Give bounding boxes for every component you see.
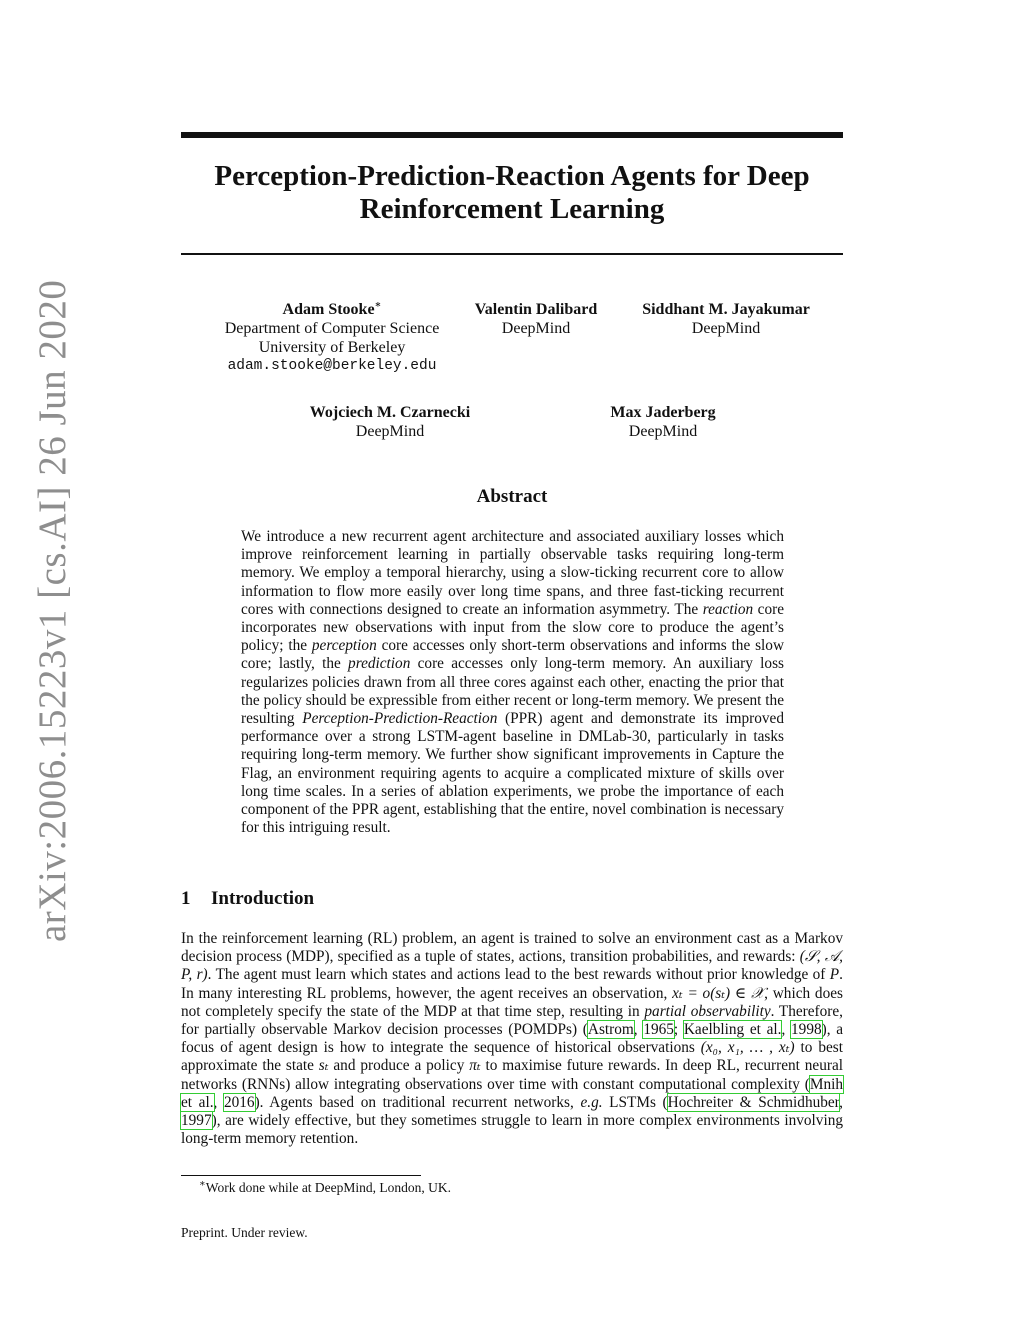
math-expression: xₜ = o(sₜ) ∈ 𝒳 <box>672 984 765 1002</box>
abstract-heading: Abstract <box>476 486 548 507</box>
citation-link[interactable]: Kaelbling et al. <box>683 1021 782 1039</box>
title-rule-bottom <box>181 253 843 255</box>
intro-text-segment: LSTMs ( <box>602 1093 668 1111</box>
arxiv-stamp: arXiv:2006.15223v1 [cs.AI] 26 Jun 2020 <box>31 279 74 942</box>
citation-link[interactable]: Hochreiter & Schmidhuber <box>667 1093 840 1111</box>
footnote-mark: ∗ <box>199 1178 206 1190</box>
author-footnote-mark: ∗ <box>374 299 382 311</box>
author-block <box>626 300 826 338</box>
math-expression: (𝒮, 𝒜, P, r) <box>181 948 843 984</box>
footnote-text: Work done while at DeepMind, London, UK. <box>205 1180 452 1195</box>
section-heading-introduction <box>181 888 843 910</box>
intro-text-segment: In the reinforcement learning (RL) problem, an agent is trained to solve an environment cast as a Markov decision process (MDP), specified as a tuple of states, actions, transition probabilities, and rewards: <box>181 930 843 966</box>
math-expression: (x₀, x₁, … , xₜ) <box>700 1039 795 1057</box>
author-name: Wojciech M. Czarnecki <box>309 404 471 421</box>
intro-text-segment: ), are widely effective, but they sometimes struggle to learn in more complex environments involving long-term memory retention. <box>181 1112 843 1148</box>
intro-text-segment: , <box>213 1093 224 1111</box>
intro-text-segment: ). Agents based on traditional recurrent networks, <box>254 1093 581 1111</box>
intro-text-segment: , <box>633 1021 644 1039</box>
footnote-rule <box>181 1175 421 1176</box>
abstract-text-segment: core accesses only long-term memory. An auxiliary loss regularizes policies drawn from all three cores against each other, enacting the prior that the policy should be expressible from either recent or long-term memory. We present the resulting <box>241 655 784 728</box>
intro-text-segment: to maximise future rewards. In deep RL, recurrent neural networks (RNNs) allow integrating observations over time with constant computational complexity ( <box>181 1057 844 1093</box>
citation-link[interactable]: 1997 <box>181 1112 212 1130</box>
footnote <box>199 1180 451 1196</box>
author-name: Valentin Dalibard <box>474 301 598 318</box>
abstract-body <box>241 528 784 837</box>
author-affiliation: DeepMind <box>355 423 425 440</box>
intro-text-segment: , which does not completely specify the state of the MDP at that time step, resulting in <box>181 984 843 1020</box>
author-block <box>583 403 743 441</box>
author-block <box>206 300 458 376</box>
intro-text-segment: ), a focus of agent design is how to integrate the sequence of historical observations <box>181 1021 844 1057</box>
citation-link[interactable]: Astrom <box>587 1021 634 1039</box>
abstract-text-segment: core accesses only short-term observations and informs the slow core; lastly, the <box>241 637 784 673</box>
abstract-emphasis: Perception-Prediction-Reaction <box>302 710 498 728</box>
author-affiliation: DeepMind <box>501 320 571 337</box>
author-department: Department of Computer Science <box>224 320 440 337</box>
author-name: Max Jaderberg <box>610 404 716 421</box>
abstract-emphasis: perception <box>311 637 377 655</box>
citation-link[interactable]: 2016 <box>223 1093 255 1111</box>
intro-emphasis: e.g. <box>580 1093 603 1111</box>
intro-text-segment: ; <box>673 1021 684 1039</box>
intro-emphasis: partial observability <box>644 1002 771 1020</box>
title-rule-top <box>181 132 843 138</box>
author-block <box>290 403 490 441</box>
preprint-note: Preprint. Under review. <box>181 1225 308 1240</box>
author-block <box>461 300 611 338</box>
abstract-emphasis: prediction <box>348 655 411 673</box>
math-expression: sₜ <box>318 1057 329 1075</box>
author-affiliation: DeepMind <box>691 320 761 337</box>
citation-link[interactable]: Mnih et al. <box>181 1075 843 1111</box>
math-expression: P <box>829 966 840 984</box>
abstract-text-segment: core incorporates new observations with input from the slow core to produce the agent’s policy; the <box>241 600 784 655</box>
math-expression: πₜ <box>469 1057 481 1075</box>
intro-text-segment: , <box>781 1021 792 1039</box>
intro-text-segment: . The agent must learn which states and actions lead to the best rewards without prior knowledge of <box>207 966 830 984</box>
author-name: Adam Stooke <box>282 301 375 318</box>
citation-link[interactable]: 1965 <box>643 1021 674 1039</box>
intro-text-segment: , <box>839 1093 843 1111</box>
abstract-text-segment: (PPR) agent and demonstrate its improved performance over a strong LSTM-agent baseline in DMLab-30, particularly in tasks requiring long-term memory. We further show significant improvements in Capture the Flag, an environment requiring agents to acquire a complicated mixture of skills over long time scales. In a series of ablation experiments, we probe the importance of each component of the PPR agent, establishing that the entire, novel combination is necessary for this intriguing result. <box>241 710 784 837</box>
abstract-text-segment: We introduce a new recurrent agent architecture and associated auxiliary losses which improve reinforcement learning in partially observable tasks requiring long-term memory. We employ a temporal hierarchy, using a slow-ticking recurrent core to allow information to flow more easily over long time spans, and three fast-ticking recurrent cores with connections designed to create an information asymmetry. The <box>241 528 784 618</box>
introduction-paragraph <box>181 930 843 1148</box>
author-affiliation: DeepMind <box>628 423 698 440</box>
intro-text-segment: . Therefore, for partially observable Markov decision processes (POMDPs) ( <box>181 1002 843 1039</box>
intro-text-segment: and produce a policy <box>328 1057 470 1075</box>
intro-text-segment: to best approximate the state <box>181 1039 843 1075</box>
paper-title: Perception-Prediction-Reaction Agents for Deep Reinforcement Learning <box>214 160 810 225</box>
author-university: University of Berkeley <box>258 339 406 356</box>
author-email[interactable]: adam.stooke@berkeley.edu <box>227 358 437 374</box>
citation-link[interactable]: 1998 <box>791 1021 822 1039</box>
abstract-emphasis: reaction <box>702 600 754 618</box>
section-title: Introduction <box>211 888 315 909</box>
author-name: Siddhant M. Jayakumar <box>642 301 810 318</box>
intro-text-segment: . In many interesting RL problems, however, the agent receives an observation, <box>181 966 843 1002</box>
section-number: 1 <box>181 888 191 909</box>
